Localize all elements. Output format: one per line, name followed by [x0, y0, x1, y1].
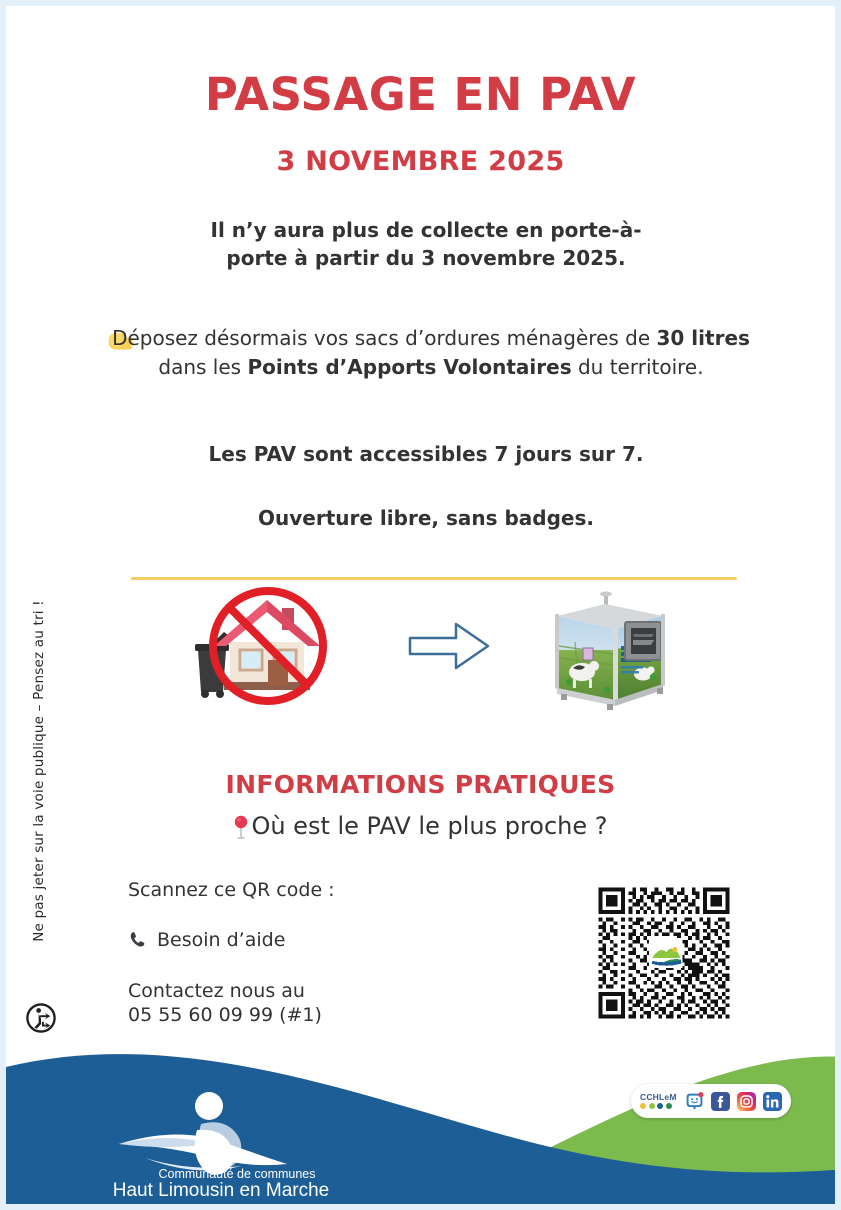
lead-line-2: porte à partir du 3 novembre 2025. [226, 246, 626, 271]
deposez-volume: 30 litres [656, 326, 750, 350]
badge-dots [640, 1103, 672, 1109]
instagram-icon[interactable] [737, 1092, 756, 1111]
lead-line-1: Il n’y aura plus de collecte en porte-à- [210, 218, 642, 242]
call-lines [128, 979, 548, 1028]
cchlem-app-icon[interactable] [685, 1092, 704, 1111]
info-section-heading: INFORMATIONS PRATIQUES [225, 770, 616, 799]
pav-container-icon [539, 582, 679, 722]
logo-line-2: Haut Limousin en Marche [112, 1180, 330, 1201]
phone-icon [128, 930, 148, 950]
badge-brand-label: CCHLeM [640, 1092, 677, 1103]
cchlem-logo [101, 1086, 341, 1201]
deposez-mid: dans les [158, 355, 248, 379]
linkedin-icon[interactable] [763, 1092, 782, 1111]
info-question [6, 812, 835, 840]
section-divider [131, 577, 737, 580]
legal-notice-text: Ne pas jeter sur la voie publique – Pensez au tri ! [31, 600, 47, 942]
phone-number: 05 55 60 09 99 (#1) [128, 1003, 322, 1026]
deposez-pre: Déposez désormais vos sacs d’ordures ménagères de [112, 326, 657, 350]
deposez-paragraph [106, 324, 756, 382]
deposez-pav-name: Points d’Apports Volontaires [247, 355, 572, 379]
call-label: Contactez nous au [128, 979, 305, 1002]
help-line [128, 928, 548, 952]
help-label: Besoin d’aide [157, 929, 286, 952]
info-question-text: Où est le PAV le plus proche ? [251, 812, 608, 840]
scan-qr-label: Scannez ce QR code : [128, 879, 335, 901]
badge-brand [640, 1093, 677, 1109]
cchlem-logo-mark [101, 1086, 341, 1201]
logo-line-1: Communauté de communes [158, 1167, 316, 1181]
social-badge [631, 1084, 791, 1118]
page-title: PASSAGE EN PAV [204, 68, 637, 121]
map-pin-icon [233, 815, 249, 839]
no-door-to-door-collection-icon [186, 584, 346, 714]
deposez-post: du territoire. [571, 355, 704, 379]
ouverture-paragraph: Ouverture libre, sans badges. [258, 506, 594, 530]
lead-paragraph [126, 216, 726, 273]
illustration-row [6, 584, 841, 734]
facebook-icon[interactable] [711, 1092, 730, 1111]
page-subtitle: 3 NOVEMBRE 2025 [276, 146, 565, 177]
contact-block [128, 878, 548, 1027]
right-arrow-icon [404, 616, 494, 676]
qr-code[interactable] [595, 884, 733, 1022]
access-paragraph: Les PAV sont accessibles 7 jours sur 7. [208, 442, 644, 466]
